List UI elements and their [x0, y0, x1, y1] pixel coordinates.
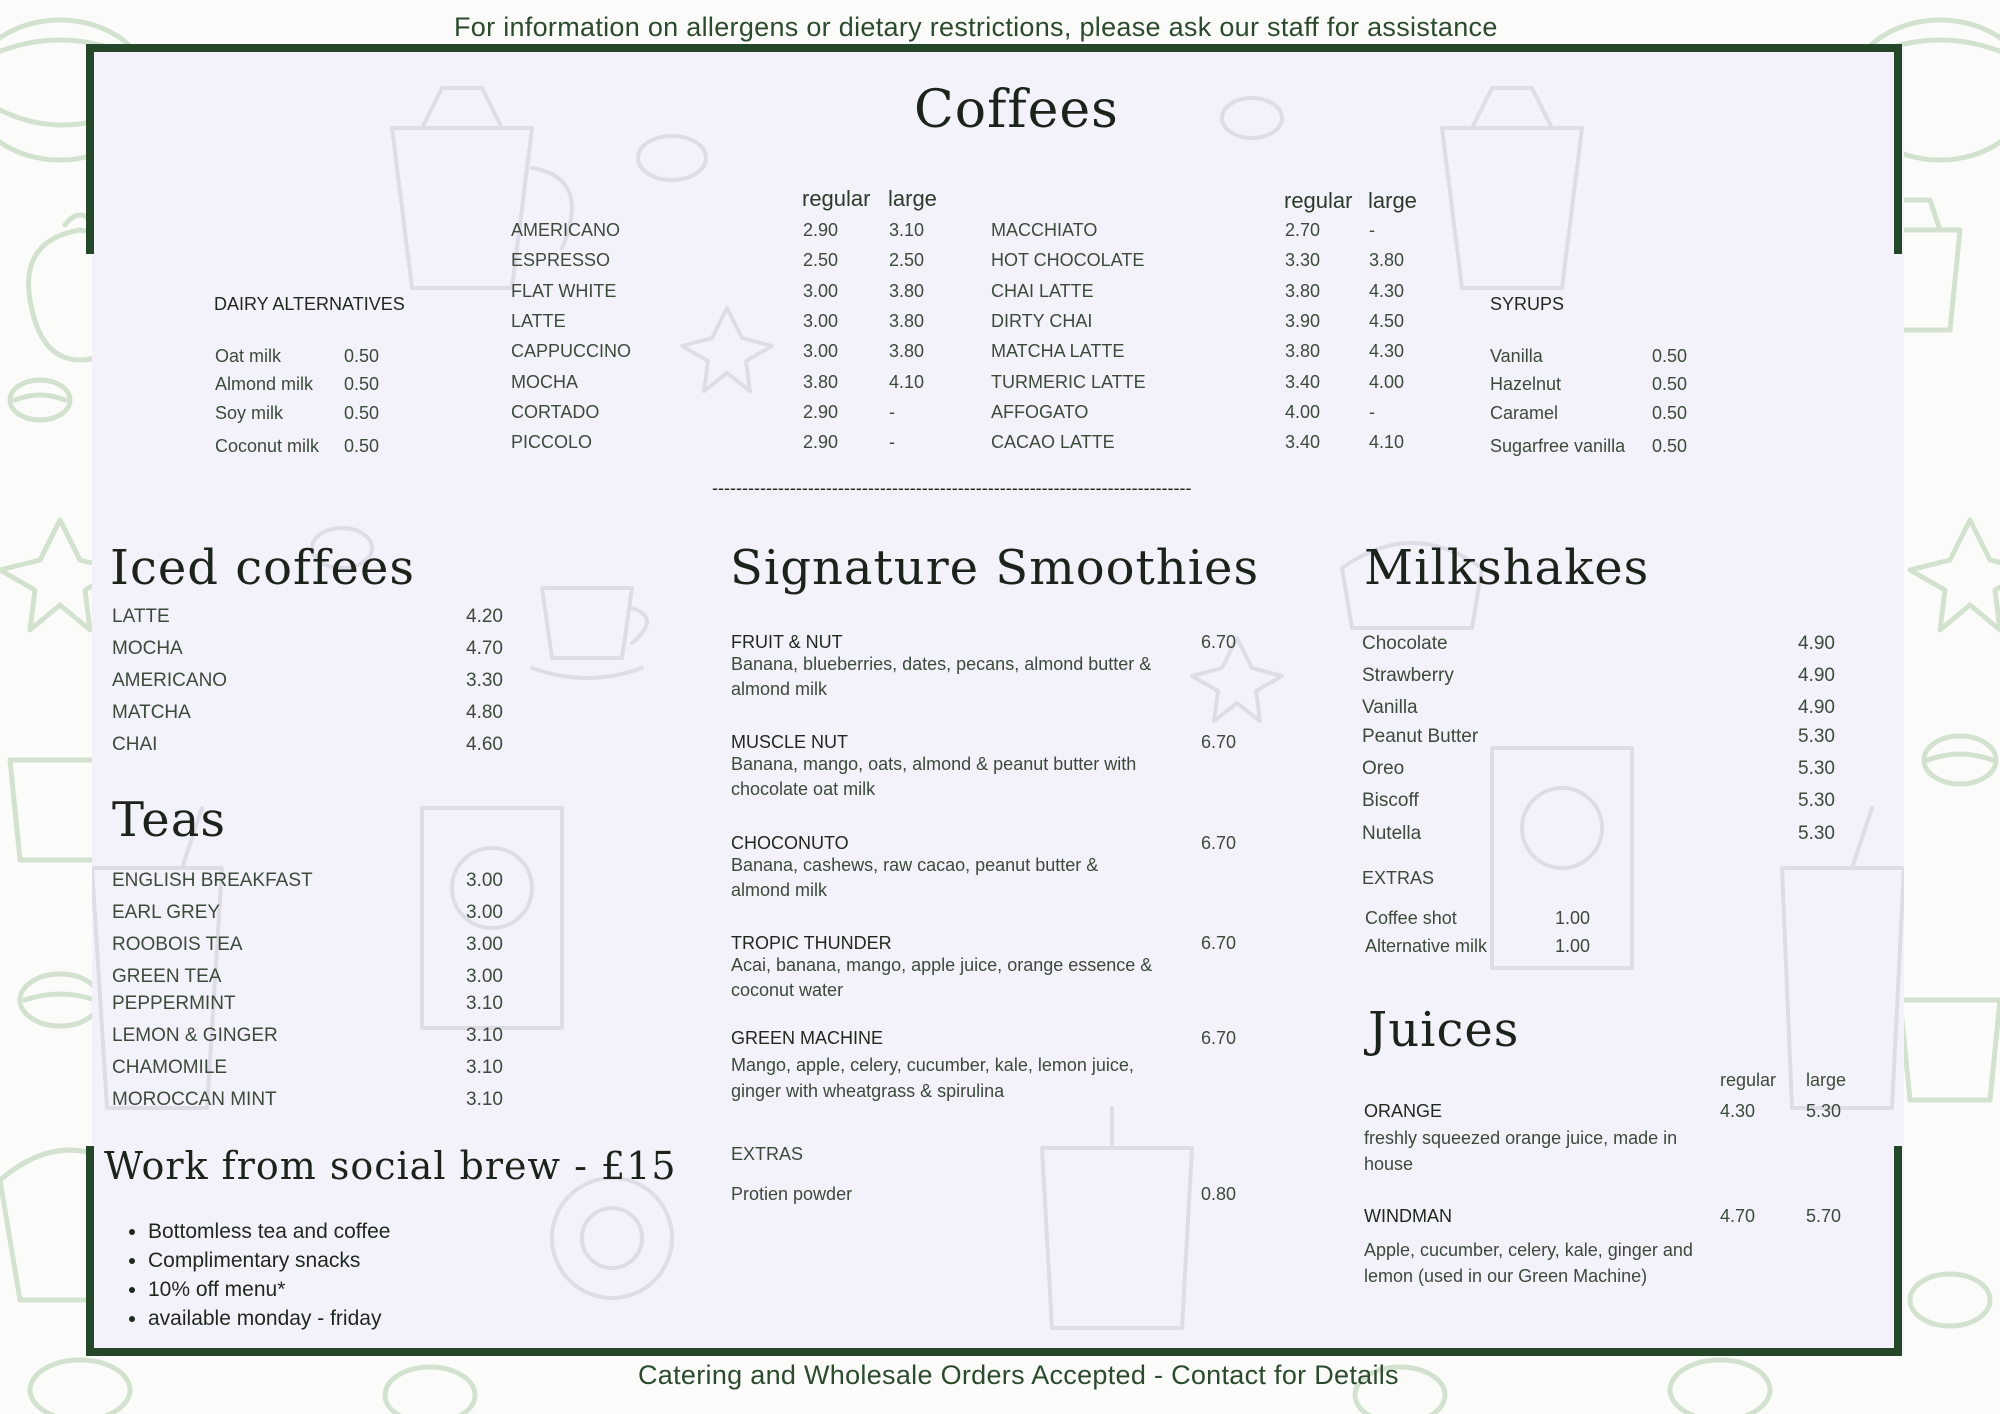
cup-icon: [552, 1178, 672, 1298]
work-offer-title: Work from social brew - £15: [104, 1144, 677, 1188]
juices-col-regular: regular: [1720, 1070, 1777, 1090]
moka-pot-icon: [1442, 88, 1582, 288]
coffee-bean-icon: [20, 974, 100, 1026]
section-divider: --------------------------------------------------------------------------------: [712, 478, 1192, 498]
juices-col-large: large: [1806, 1070, 1847, 1090]
list-item: • Bottomless tea and coffee: [148, 1220, 390, 1249]
syrups-title: SYRUPS: [1490, 294, 1565, 314]
catering-note: Catering and Wholesale Orders Accepted - Contact for Details: [638, 1360, 1399, 1390]
juices-title: Juices: [1368, 1002, 1520, 1058]
frame-bottom: [86, 1348, 1900, 1356]
milkshakes-title: Milkshakes: [1364, 540, 1650, 596]
smoothies-title: Signature Smoothies: [730, 540, 1260, 596]
iced-coffees-title: Iced coffees: [110, 540, 415, 596]
list-item: • Complimentary snacks: [148, 1249, 390, 1278]
coffees-col-large-2: large: [1368, 188, 1417, 213]
allergen-note: For information on allergens or dietary restrictions, please ask our staff for assistance: [454, 12, 1498, 42]
list-item: • available monday - friday: [148, 1307, 390, 1336]
coffee-grinder-icon: [1492, 748, 1632, 968]
milkshakes-extras-title: EXTRAS: [1362, 868, 1435, 888]
coffees-col-large: large: [888, 186, 937, 211]
coffee-bean-icon: [1910, 1274, 1990, 1326]
coffee-bean-icon: [10, 380, 70, 420]
frame-right-top: [1894, 44, 1902, 254]
iced-drink-icon: [1782, 808, 1904, 1108]
coffees-col-regular: regular: [802, 186, 871, 211]
coffees-col-regular-2: regular: [1284, 188, 1353, 213]
coffee-bean-icon: [1924, 736, 1996, 784]
teas-title: Teas: [112, 792, 226, 848]
coffees-title: Coffees: [914, 80, 1119, 140]
french-press-icon: [1042, 1108, 1192, 1328]
coffee-cup-icon: [532, 588, 647, 678]
frame-left-top: [86, 44, 94, 254]
dairy-title: DAIRY ALTERNATIVES: [214, 294, 405, 314]
frame-right-bottom: [1894, 1146, 1902, 1356]
frame-left-bottom: [86, 1146, 94, 1356]
list-item: • 10% off menu*: [148, 1278, 390, 1307]
work-offer-list: [118, 1220, 390, 1336]
frame-top: [86, 44, 1900, 52]
cup-icon: [1900, 1000, 2000, 1100]
smoothies-extras-title: EXTRAS: [731, 1144, 804, 1164]
star-anise-icon: [1910, 520, 2000, 630]
